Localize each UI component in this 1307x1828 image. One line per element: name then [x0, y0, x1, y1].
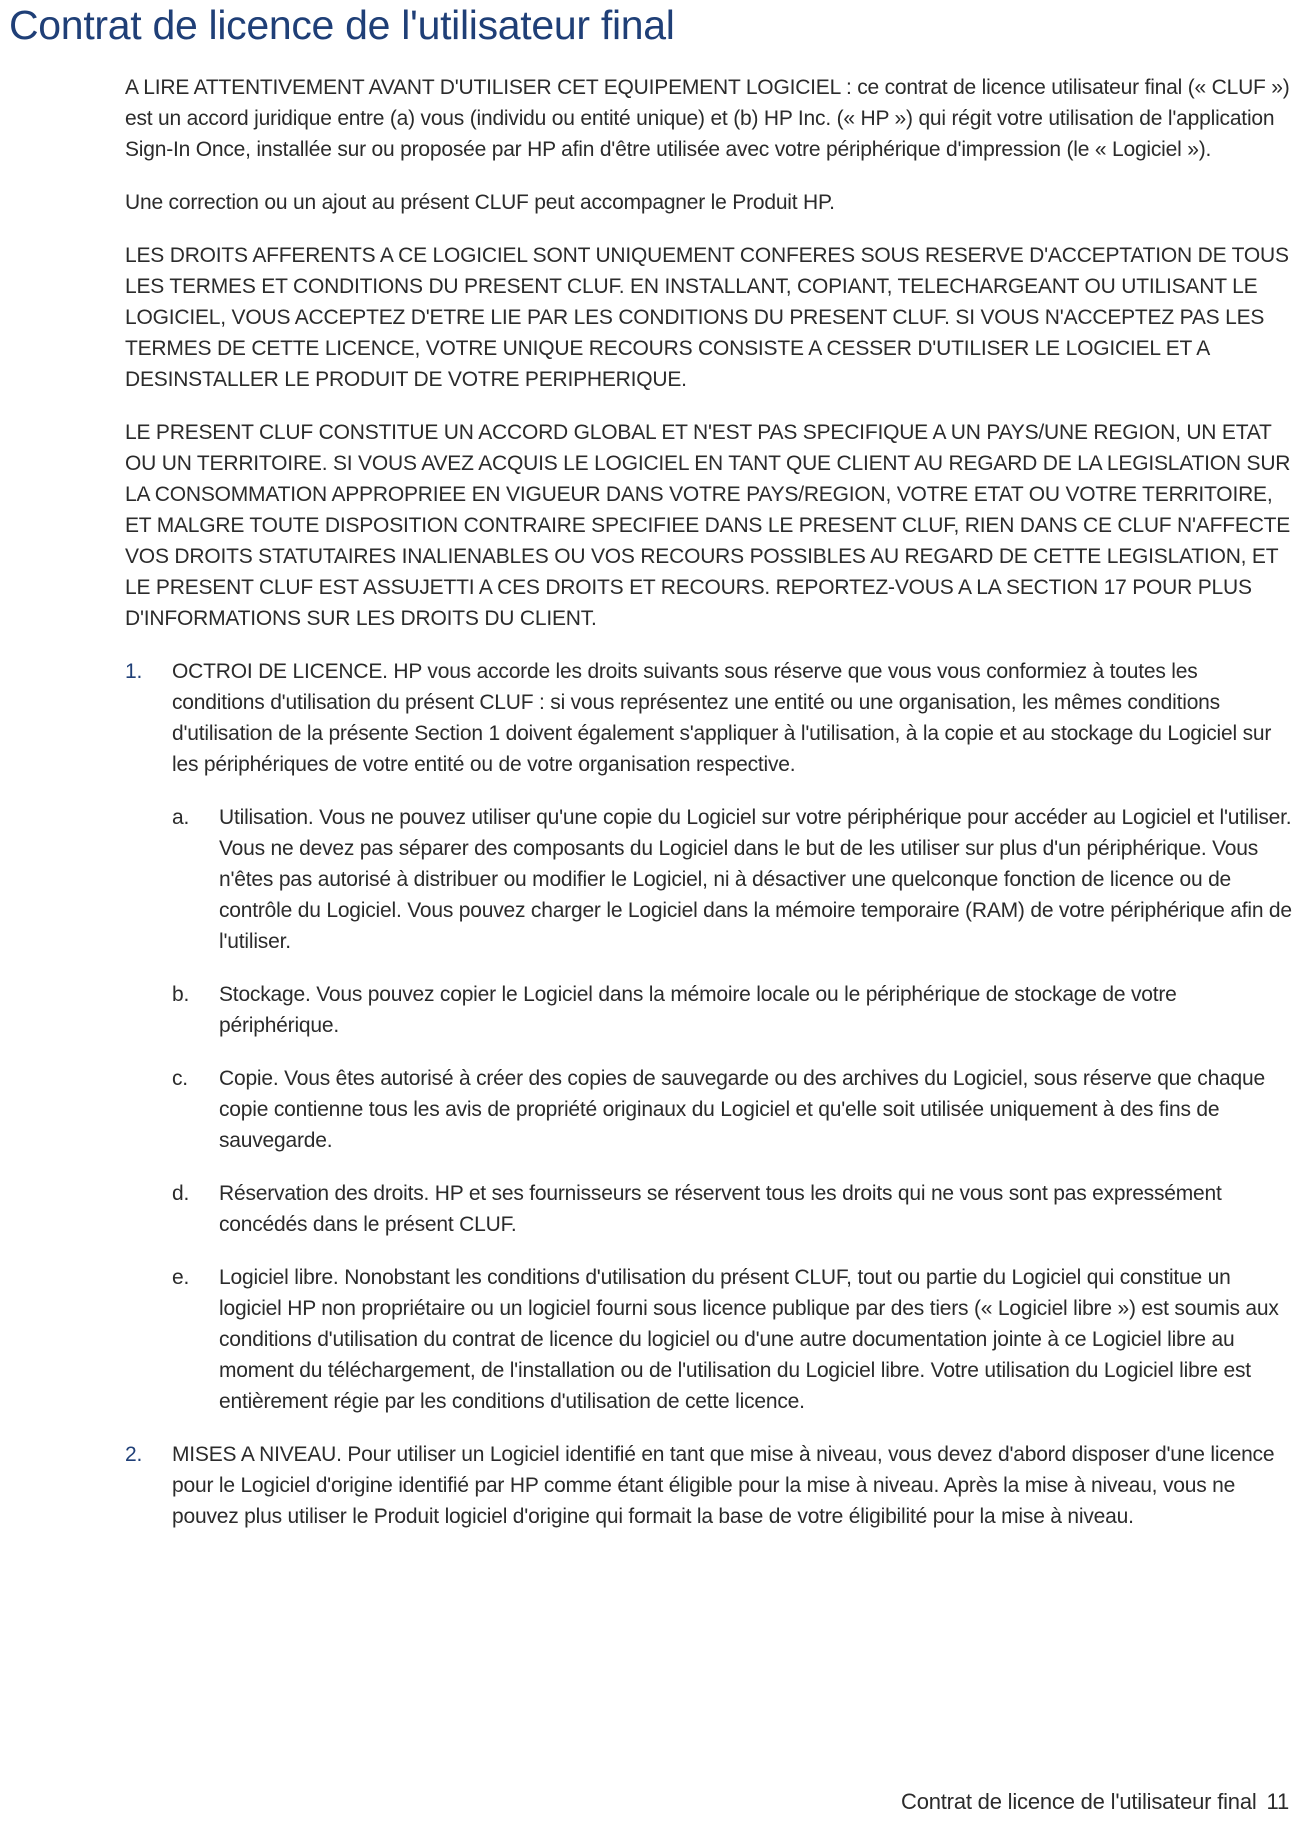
sub-item-letter: e. — [172, 1266, 190, 1289]
section-number: 1. — [125, 660, 143, 683]
global-agreement-paragraph: LE PRESENT CLUF CONSTITUE UN ACCORD GLOBAL ET N'EST PAS SPECIFIQUE A UN PAYS/UNE REGION, UN ETAT OU UN TERRITOIRE. SI VOUS AVEZ ACQUIS LE LOGICIEL EN TANT QUE CLIENT AU REGARD DE LA LEGISLATION SUR LA CONSOMMATION APPROPRIEE EN VIGUEUR DANS VOTRE PAYS/REGION, VOTRE ETAT OU VOTRE TERRITOIRE, ET MALGRE TOUTE DISPOSITION CONTRAIRE SPECIFIEE DANS LE PRESENT CLUF, RIEN DANS CE CLUF N'AFFECTE VOS DROITS STATUTAIRES INALIENABLES OU VOS RECOURS POSSIBLES AU REGARD DE CETTE LEGISLATION, ET LE PRESENT CLUF EST ASSUJETTI A CES DROITS ET RECOURS. REPORTEZ-VOUS A LA SECTION 17 POUR PLUS D'INFORMATIONS SUR LES DROITS DU CLIENT. — [125, 421, 1291, 630]
sub-item-letter: b. — [172, 983, 190, 1006]
sub-item-text: Copie. Vous êtes autorisé à créer des copies de sauvegarde ou des archives du Logiciel, sous réserve que chaque copie contienne tous les avis de propriété originaux du Logiciel et qu'elle soit utilisée uniquement à des fins de sauvegarde. — [219, 1067, 1265, 1152]
sub-item-letter: d. — [172, 1182, 190, 1205]
page-footer — [901, 1789, 1289, 1815]
section-text: MISES A NIVEAU. Pour utiliser un Logiciel identifié en tant que mise à niveau, vous devez d'abord disposer d'une licence pour le Logiciel d'origine identifié par HP comme étant éligible pour la mise à niveau. Après la mise à niveau, vous ne pouvez plus utiliser le Produit logiciel d'origine qui formait la base de votre éligibilité pour la mise à niveau. — [172, 1443, 1275, 1528]
document-body — [125, 72, 1295, 1552]
section-text: OCTROI DE LICENCE. HP vous accorde les droits suivants sous réserve que vous vous conformiez à toutes les conditions d'utilisation du présent CLUF : si vous représentez une entité ou une organisation, les mêmes conditions d'utilisation de la présente Section 1 doivent également s'appliquer à l'utilisation, à la copie et au stockage du Logiciel sur les périphériques de votre entité ou de votre organisation respective. — [172, 660, 1272, 776]
intro-paragraph: A LIRE ATTENTIVEMENT AVANT D'UTILISER CET EQUIPEMENT LOGICIEL : ce contrat de licence utilisateur final (« CLUF ») est un accord juridique entre (a) vous (individu ou entité unique) et (b) HP Inc. (« HP ») qui régit votre utilisation de l'application Sign-In Once, installée sur ou proposée par HP afin d'être utilisée avec votre périphérique d'impression (le « Logiciel »). — [125, 76, 1290, 161]
sub-item-reservation — [172, 1178, 1295, 1240]
sub-item-text: Logiciel libre. Nonobstant les conditions d'utilisation du présent CLUF, tout ou partie du Logiciel qui constitue un logiciel HP non propriétaire ou un logiciel fourni sous licence publique par des tiers (« Logiciel libre ») est soumis aux conditions d'utilisation du contrat de licence du logiciel ou d'une autre documentation jointe à ce Logiciel libre au moment du téléchargement, de l'installation ou de l'utilisation du Logiciel libre. Votre utilisation du Logiciel libre est entièrement régie par les conditions d'utilisation de cette licence. — [219, 1266, 1279, 1413]
sub-item-letter: c. — [172, 1067, 188, 1090]
page-title: Contrat de licence de l'utilisateur final — [9, 2, 675, 48]
page-number: 11 — [1266, 1789, 1289, 1814]
sub-item-use — [172, 802, 1295, 957]
section-number: 2. — [125, 1443, 143, 1466]
sub-item-text: Réservation des droits. HP et ses fournisseurs se réservent tous les droits qui ne vous sont pas expressément concédés dans le présent CLUF. — [219, 1182, 1222, 1236]
acceptance-paragraph: LES DROITS AFFERENTS A CE LOGICIEL SONT UNIQUEMENT CONFERES SOUS RESERVE D'ACCEPTATION DE TOUS LES TERMES ET CONDITIONS DU PRESENT CLUF. EN INSTALLANT, COPIANT, TELECHARGEANT OU UTILISANT LE LOGICIEL, VOUS ACCEPTEZ D'ETRE LIE PAR LES CONDITIONS DU PRESENT CLUF. SI VOUS N'ACCEPTEZ PAS LES TERMES DE CETTE LICENCE, VOTRE UNIQUE RECOURS CONSISTE A CESSER D'UTILISER LE LOGICIEL ET A DESINSTALLER LE PRODUIT DE VOTRE PERIPHERIQUE. — [125, 244, 1289, 391]
sub-item-storage — [172, 979, 1295, 1041]
sub-item-free-software — [172, 1262, 1295, 1417]
footer-title: Contrat de licence de l'utilisateur final — [901, 1789, 1257, 1814]
sub-item-text: Utilisation. Vous ne pouvez utiliser qu'une copie du Logiciel sur votre périphérique pour accéder au Logiciel et l'utiliser. Vous ne devez pas séparer des composants du Logiciel dans le but de les utiliser sur plus d'un périphérique. Vous n'êtes pas autorisé à distribuer ou modifier le Logiciel, ni à désactiver une quelconque fonction de licence ou de contrôle du Logiciel. Vous pouvez charger le Logiciel dans la mémoire temporaire (RAM) de votre périphérique afin de l'utiliser. — [219, 806, 1292, 953]
sections-list — [125, 656, 1295, 1532]
sub-item-letter: a. — [172, 806, 190, 829]
section-license-grant — [125, 656, 1295, 1417]
sub-item-copy — [172, 1063, 1295, 1156]
sub-item-text: Stockage. Vous pouvez copier le Logiciel dans la mémoire locale ou le périphérique de stockage de votre périphérique. — [219, 983, 1177, 1037]
section-upgrades — [125, 1439, 1295, 1532]
sub-items-list — [172, 802, 1295, 1417]
amendment-paragraph: Une correction ou un ajout au présent CLUF peut accompagner le Produit HP. — [125, 191, 835, 214]
